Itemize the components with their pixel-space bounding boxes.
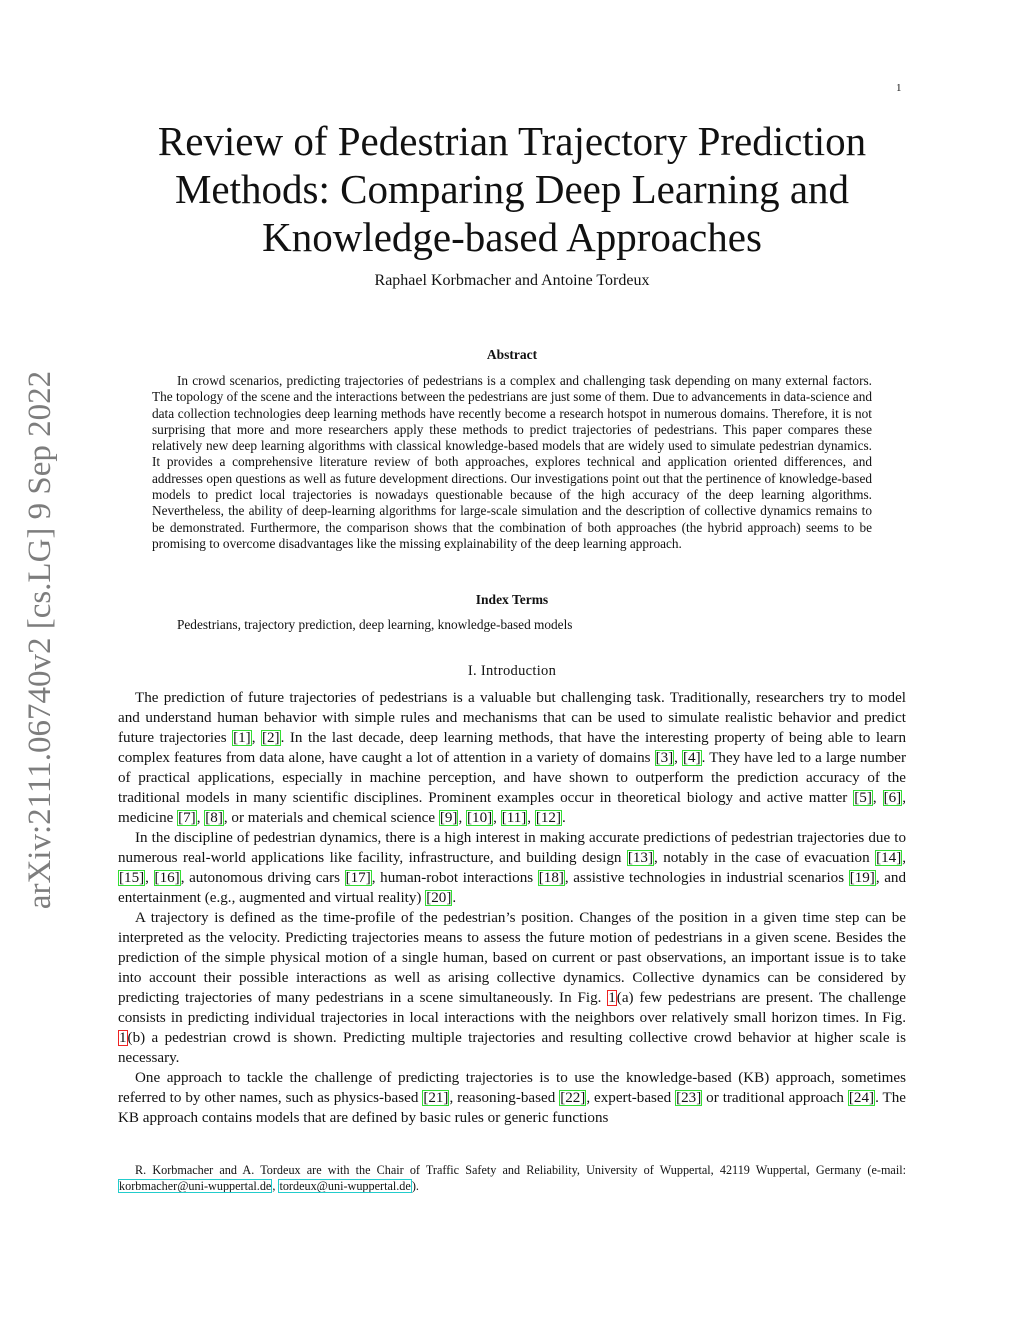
section-heading-introduction: I. Introduction [467, 663, 557, 679]
email-link[interactable]: tordeux@uni-wuppertal.de [279, 1179, 411, 1193]
citation-link[interactable]: [15] [119, 870, 145, 886]
authors: Raphael Korbmacher and Antoine Tordeux [374, 272, 650, 289]
citation-link[interactable]: [7] [178, 810, 196, 826]
figure-reference-link[interactable]: 1 [608, 990, 616, 1006]
paper-title [100, 117, 924, 261]
citation-link[interactable]: [13] [627, 850, 653, 866]
citation-link[interactable]: [16] [154, 870, 180, 886]
citation-link[interactable]: [20] [426, 890, 452, 906]
citation-link[interactable]: [1] [233, 730, 251, 746]
title-line: Knowledge-based Approaches [262, 214, 762, 260]
citation-link[interactable]: [3] [655, 750, 674, 766]
abstract-heading: Abstract [486, 347, 538, 362]
citation-link[interactable]: [24] [848, 1090, 875, 1106]
figure-reference-link[interactable]: 1 [119, 1030, 127, 1046]
intro-paragraph: A trajectory is defined as the time-profile of the pedestrian’s position. Changes of the position in a given time step can be interpreted as the velocity. Predicting trajectories means to assess the future motion of pedestrians in a given scene. Besides the prediction of the simple physical motion of a single human, based on current or past observations, an important issue is to take into account their possible interactions as well as arising collective dynamics. Collective dynamics can be considered by predicting trajectories of many pedestrians in a scene simultaneously. In Fig. 1(a) few pedestrians are present. The challenge consists in predicting individual trajectories in local interactions with the neighbors over relatively small horizon times. In Fig. 1(b) a pedestrian crowd is shown. Predicting multiple trajectories and resulting collective crowd behavior at higher scale is necessary. [118, 910, 906, 1066]
title-line: Review of Pedestrian Trajectory Prediction [157, 118, 867, 164]
citation-link[interactable]: [5] [854, 790, 872, 806]
intro-paragraph: The prediction of future trajectories of pedestrians is a valuable but challenging task. Traditionally, researchers try to model and understand human behavior with simple rules and mechanisms that can be used to simulate realistic behavior and predict future trajectories [1], [2]. In the last decade, deep learning methods, that have the interesting property of being able to learn complex features from data alone, have caught a lot of attention in a variety of domains [3], [4]. They have led to a large number of practical applications, especially in machine perception, and have shown to outperform the prediction accuracy of the traditional models in many scientific disciplines. Prominent examples occur in theoretical biology and active matter [5], [6], medicine [7], [8], or materials and chemical science [9], [10], [11], [12]. [118, 690, 906, 826]
citation-link[interactable]: [18] [538, 870, 564, 886]
citation-link[interactable]: [14] [876, 850, 902, 866]
email-link[interactable]: korbmacher@uni-wuppertal.de [119, 1179, 272, 1193]
citation-link[interactable]: [9] [439, 810, 458, 826]
intro-paragraph: In the discipline of pedestrian dynamics, there is a high interest in making accurate predictions of pedestrian trajectories due to numerous real-world applications like facility, infrastructure, and building design [13], notably in the case of evacuation [14], [15], [16], autonomous driving cars [17], human-robot interactions [18], assistive technologies in industrial scenarios [19], and entertainment (e.g., augmented and virtual reality) [20]. [118, 830, 907, 906]
citation-link[interactable]: [17] [345, 870, 371, 886]
citation-link[interactable]: [22] [560, 1090, 586, 1106]
citation-link[interactable]: [4] [683, 750, 701, 766]
title-line: Methods: Comparing Deep Learning and [174, 166, 850, 212]
citation-link[interactable]: [6] [883, 790, 902, 806]
citation-link[interactable]: [23] [676, 1090, 702, 1106]
citation-link[interactable]: [10] [467, 810, 493, 826]
citation-link[interactable]: [12] [535, 810, 561, 826]
arxiv-identifier-stamp: arXiv:2111.06740v2 [cs.LG] 9 Sep 2022 [22, 370, 58, 910]
abstract-text: In crowd scenarios, predicting trajectories of pedestrians is a complex and challenging task depending on many external factors. The topology of the scene and the interactions between the pedestrians are just some of them. Due to advancements in data-science and data collection technologies deep learning methods have recently become a research hotspot in numerous domains. Therefore, it is not surprising that more and more researchers apply these methods to predict trajectories of pedestrians. This paper compares these relatively new deep learning algorithms with classical knowledge-based models that are widely used to simulate pedestrian dynamics. It provides a comprehensive literature review of both approaches, explores technical and application oriented differences, and addresses open questions as well as future development directions. Our investigations point out that the pertinence of knowledge-based models to predict local trajectories is nowadays questionable because of the high accuracy of the deep learning algorithms. Nevertheless, the ability of deep-learning algorithms for large-scale simulation and the description of collective dynamics remains to be demonstrated. Furthermore, the comparison shows that the combination of both approaches (the hybrid approach) seems to be promising to overcome disadvantages like the missing explainability of the deep learning approach. [152, 373, 872, 551]
citation-link[interactable]: [8] [205, 810, 223, 826]
author-affiliation-footnote: R. Korbmacher and A. Tordeux are with the Chair of Traffic Safety and Reliability, University of Wuppertal, 42119 Wuppertal, Germany (e-mail: korbmacher@uni-wuppertal.de, tordeux@uni-wuppertal.de). [119, 1163, 906, 1193]
index-terms-text: Pedestrians, trajectory prediction, deep learning, knowledge-based models [177, 617, 573, 632]
index-terms-heading: Index Terms [475, 592, 549, 607]
introduction-body [118, 688, 906, 1128]
citation-link[interactable]: [2] [261, 730, 280, 746]
citation-link[interactable]: [19] [849, 870, 875, 886]
citation-link[interactable]: [21] [423, 1090, 449, 1106]
citation-link[interactable]: [11] [501, 810, 527, 826]
page-number: 1 [896, 82, 902, 94]
intro-paragraph: One approach to tackle the challenge of predicting trajectories is to use the knowledge-based (KB) approach, sometimes referred to by other names, such as physics-based [21], reasoning-based [22], expert-based [23] or traditional approach [24]. The KB approach contains models that are defined by basic rules or generic functions [118, 1070, 906, 1126]
